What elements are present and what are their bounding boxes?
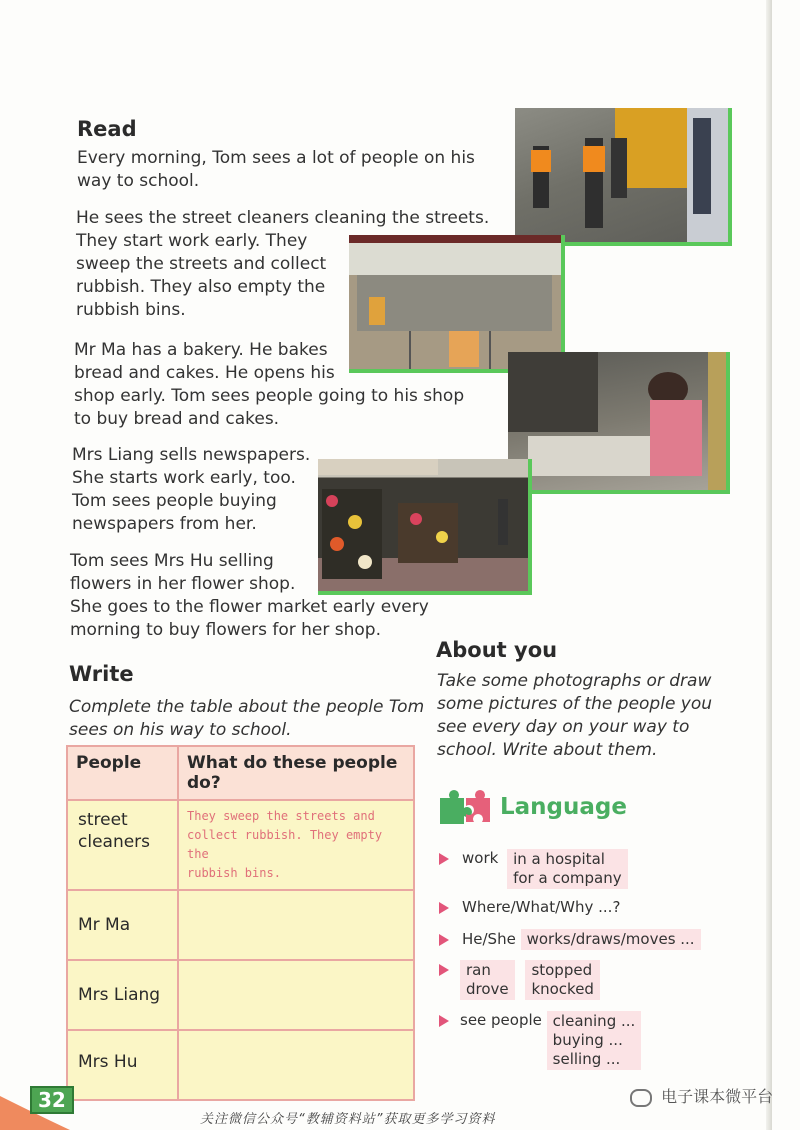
cell-people: Mr Ma: [67, 890, 178, 960]
text-line: He sees the street cleaners cleaning the streets.: [76, 208, 490, 228]
read-paragraph-mr-ma: [74, 339, 464, 431]
header-what-they-do: What do these people do?: [178, 746, 414, 800]
text-line: Take some photographs or draw: [437, 671, 712, 691]
read-paragraph-mrs-liang: [72, 444, 310, 536]
language-row-work: [462, 849, 628, 889]
write-instruction: [69, 696, 424, 742]
text-line: Tom sees Mrs Hu selling: [70, 551, 274, 571]
cell-answer[interactable]: [178, 800, 414, 890]
text-line: street: [78, 810, 128, 830]
text-line: in a hospital: [513, 850, 605, 868]
table-row: [67, 800, 414, 890]
text-line: ran: [466, 961, 491, 979]
text-line: cleaning ...: [552, 1012, 636, 1030]
about-heading: About you: [436, 638, 558, 662]
photo-newspaper-stand: [508, 352, 730, 494]
text-line: way to school.: [77, 171, 200, 191]
read-paragraph-mrs-hu: [70, 550, 429, 642]
text-line: rubbish bins.: [76, 300, 186, 320]
table-row: [67, 960, 414, 1030]
footer-note: 关注微信公众号“教辅资料站”获取更多学习资料: [200, 1112, 496, 1127]
language-row-past-tense: [460, 960, 600, 1000]
read-paragraph-street-cleaners: [76, 207, 489, 322]
text-line: collect rubbish. They empty the: [187, 828, 383, 861]
table-row: [67, 1030, 414, 1100]
text-line: morning to buy flowers for her shop.: [70, 620, 381, 640]
header-people: People: [67, 746, 178, 800]
text-line: flowers in her flower shop.: [70, 574, 296, 594]
text-line: Mr Ma has a bakery. He bakes: [74, 340, 328, 360]
text-line: school. Write about them.: [437, 740, 658, 760]
bullet-icon: [439, 964, 449, 976]
text-line: Tom sees people buying: [72, 491, 277, 511]
text-line: to buy bread and cakes.: [74, 409, 280, 429]
people-table: [66, 745, 415, 1101]
text-line: selling ...: [552, 1050, 621, 1068]
about-instruction: [437, 670, 712, 762]
bullet-icon: [439, 853, 449, 865]
bullet-icon: [439, 1015, 449, 1027]
cell-people: Mrs Hu: [67, 1030, 178, 1100]
text-line: sees on his way to school.: [69, 720, 292, 740]
watermark-text: 电子课本微平台: [661, 1087, 774, 1106]
text-line: rubbish. They also empty the: [76, 277, 326, 297]
page-number: 32: [30, 1086, 74, 1114]
table-header-row: [67, 746, 414, 800]
text-line: buying ...: [552, 1031, 623, 1049]
text-line: Mrs Liang sells newspapers.: [72, 445, 311, 465]
language-row-questions: Where/What/Why ...?: [462, 898, 621, 916]
language-options: [460, 960, 515, 1000]
photo-street-cleaners: [515, 108, 732, 246]
language-title: Language: [500, 794, 627, 820]
bullet-icon: [439, 902, 449, 914]
puzzle-icon: [436, 790, 494, 828]
text-line: for a company: [513, 869, 622, 887]
text-line: knocked: [531, 980, 594, 998]
cell-answer[interactable]: [178, 890, 414, 960]
language-row-he-she: [462, 929, 701, 950]
text-line: stopped: [531, 961, 593, 979]
text-line: Every morning, Tom sees a lot of people on his: [77, 148, 475, 168]
cell-people: Mrs Liang: [67, 960, 178, 1030]
language-lead: work: [462, 849, 499, 867]
cell-answer[interactable]: [178, 1030, 414, 1100]
text-line: Complete the table about the people Tom: [69, 697, 425, 717]
text-line: bread and cakes. He opens his: [74, 363, 335, 383]
watermark: [630, 1084, 773, 1107]
language-options: [525, 960, 600, 1000]
text-line: They start work early. They: [76, 231, 308, 251]
wechat-icon: [630, 1089, 652, 1107]
language-lead: He/She: [462, 930, 516, 948]
write-heading: Write: [69, 662, 134, 686]
table-row: [67, 890, 414, 960]
language-options: works/draws/moves ...: [521, 929, 701, 950]
text-line: She starts work early, too.: [72, 468, 296, 488]
text-line: some pictures of the people you: [437, 694, 713, 714]
cell-answer[interactable]: [178, 960, 414, 1030]
cell-people: [67, 800, 178, 890]
text-line: see every day on your way to: [437, 717, 690, 737]
read-heading: Read: [77, 117, 137, 141]
text-line: shop early. Tom sees people going to his shop: [74, 386, 465, 406]
text-line: cleaners: [78, 832, 151, 852]
text-line: She goes to the flower market early every: [70, 597, 429, 617]
text-line: rubbish bins.: [187, 866, 281, 880]
text-line: newspapers from her.: [72, 514, 257, 534]
text-line: sweep the streets and collect: [76, 254, 327, 274]
language-options: [547, 1011, 642, 1070]
text-line: drove: [466, 980, 509, 998]
read-paragraph-1: [77, 147, 475, 193]
language-options: [507, 849, 628, 889]
bullet-icon: [439, 934, 449, 946]
language-row-see-people: [460, 1011, 641, 1070]
language-lead: see people: [460, 1011, 542, 1029]
text-line: They sweep the streets and: [187, 809, 375, 823]
page-edge: [766, 0, 772, 1130]
